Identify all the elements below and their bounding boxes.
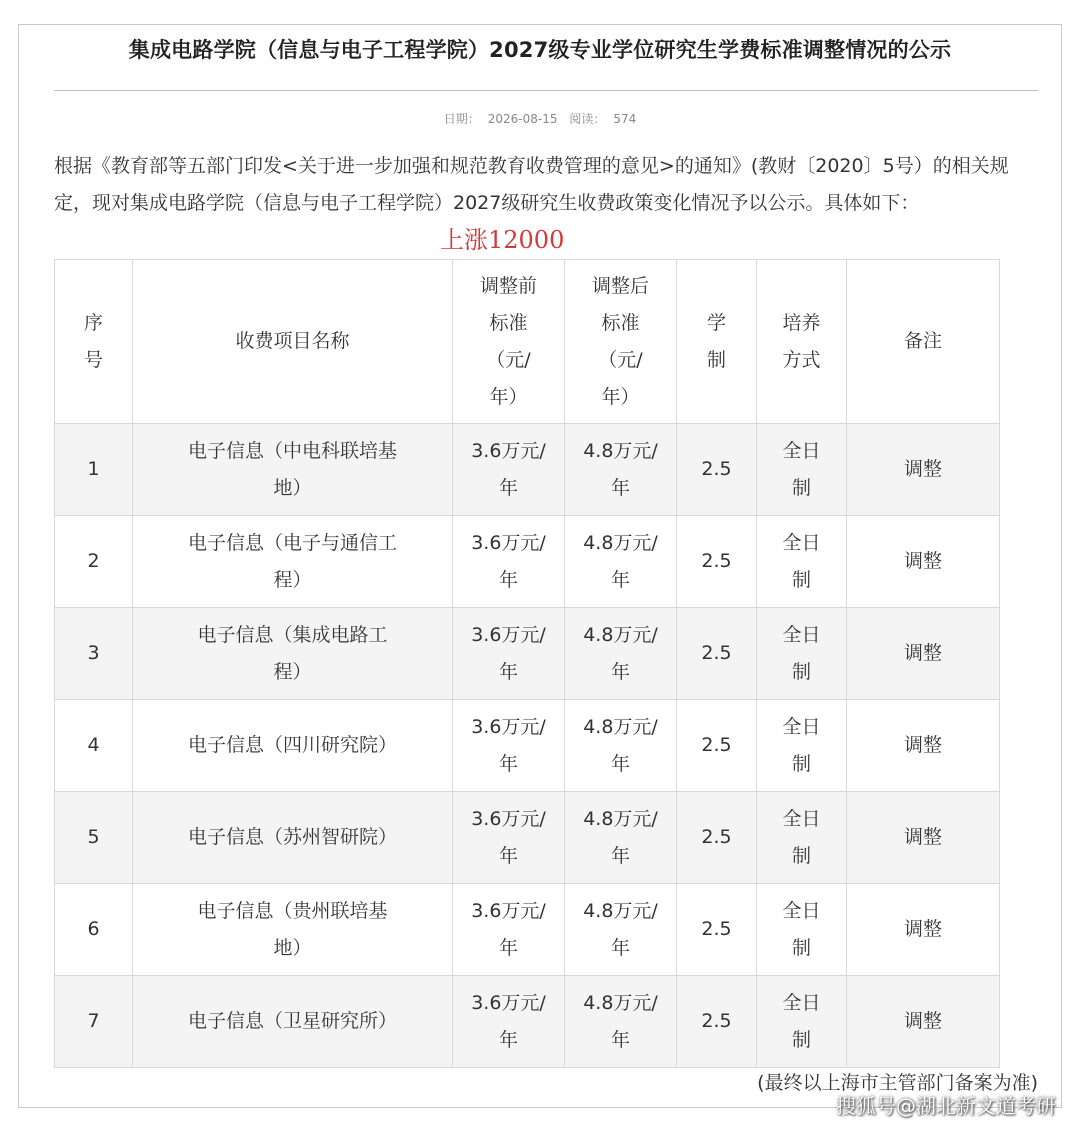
cell-after: 4.8万元/年 [565,516,677,608]
cell-years: 2.5 [677,976,757,1068]
cell-note: 调整 [847,792,1000,884]
table-row [55,884,1000,976]
views-value: 574 [613,112,637,126]
header-name: 收费项目名称 [133,260,453,424]
table-row [55,424,1000,516]
footnote: (最终以上海市主管部门备案为准) [757,1072,1038,1094]
header-before: 调整前标准（元/年） [453,260,565,424]
cell-years: 2.5 [677,424,757,516]
cell-note: 调整 [847,516,1000,608]
cell-years: 2.5 [677,608,757,700]
header-after: 调整后标准（元/年） [565,260,677,424]
header-mode: 培养方式 [757,260,847,424]
watermark: 搜狐号@湖北新文道考研 [836,1094,1056,1118]
cell-note: 调整 [847,700,1000,792]
table-row [55,516,1000,608]
table-row [55,608,1000,700]
cell-before: 3.6万元/年 [453,608,565,700]
views-label: 阅读： [569,112,606,126]
title-divider [54,90,1038,91]
cell-name: 电子信息（贵州联培基地） [133,884,453,976]
cell-no: 7 [55,976,133,1068]
cell-name: 电子信息（卫星研究所） [133,976,453,1068]
table-header-row [55,260,1000,424]
cell-note: 调整 [847,424,1000,516]
cell-no: 4 [55,700,133,792]
cell-after: 4.8万元/年 [565,608,677,700]
cell-note: 调整 [847,608,1000,700]
page-title: 集成电路学院（信息与电子工程学院）2027级专业学位研究生学费标准调整情况的公示 [128,38,952,62]
cell-mode: 全日制 [757,516,847,608]
cell-years: 2.5 [677,792,757,884]
cell-after: 4.8万元/年 [565,792,677,884]
fee-table [54,259,1000,1068]
cell-after: 4.8万元/年 [565,700,677,792]
cell-after: 4.8万元/年 [565,976,677,1068]
cell-name: 电子信息（电子与通信工程） [133,516,453,608]
cell-name: 电子信息（四川研究院） [133,700,453,792]
cell-years: 2.5 [677,700,757,792]
cell-no: 1 [55,424,133,516]
increase-annotation: 上涨12000 [440,226,565,254]
header-note: 备注 [847,260,1000,424]
cell-years: 2.5 [677,516,757,608]
cell-no: 6 [55,884,133,976]
cell-name: 电子信息（集成电路工程） [133,608,453,700]
cell-after: 4.8万元/年 [565,884,677,976]
date-label: 日期： [443,112,480,126]
intro-paragraph: 根据《教育部等五部门印发<关于进一步加强和规范教育收费管理的意见>的通知》(教财〔2020〕5号）的相关规定，现对集成电路学院（信息与电子工程学院）2027级研究生收费政策变化情况予以公示。具体如下： [54,155,1009,214]
cell-note: 调整 [847,884,1000,976]
cell-note: 调整 [847,976,1000,1068]
cell-mode: 全日制 [757,792,847,884]
cell-after: 4.8万元/年 [565,424,677,516]
cell-mode: 全日制 [757,700,847,792]
cell-before: 3.6万元/年 [453,700,565,792]
cell-name: 电子信息（苏州智研院） [133,792,453,884]
cell-years: 2.5 [677,884,757,976]
cell-before: 3.6万元/年 [453,424,565,516]
cell-no: 3 [55,608,133,700]
date-value: 2026-08-15 [487,112,558,126]
meta-line [0,110,1080,127]
cell-mode: 全日制 [757,608,847,700]
table-row [55,792,1000,884]
cell-name: 电子信息（中电科联培基地） [133,424,453,516]
cell-no: 2 [55,516,133,608]
header-no: 序号 [55,260,133,424]
cell-no: 5 [55,792,133,884]
table-row [55,976,1000,1068]
cell-before: 3.6万元/年 [453,516,565,608]
cell-mode: 全日制 [757,424,847,516]
cell-before: 3.6万元/年 [453,792,565,884]
cell-mode: 全日制 [757,976,847,1068]
header-years: 学制 [677,260,757,424]
cell-before: 3.6万元/年 [453,976,565,1068]
cell-before: 3.6万元/年 [453,884,565,976]
cell-mode: 全日制 [757,884,847,976]
table-row [55,700,1000,792]
